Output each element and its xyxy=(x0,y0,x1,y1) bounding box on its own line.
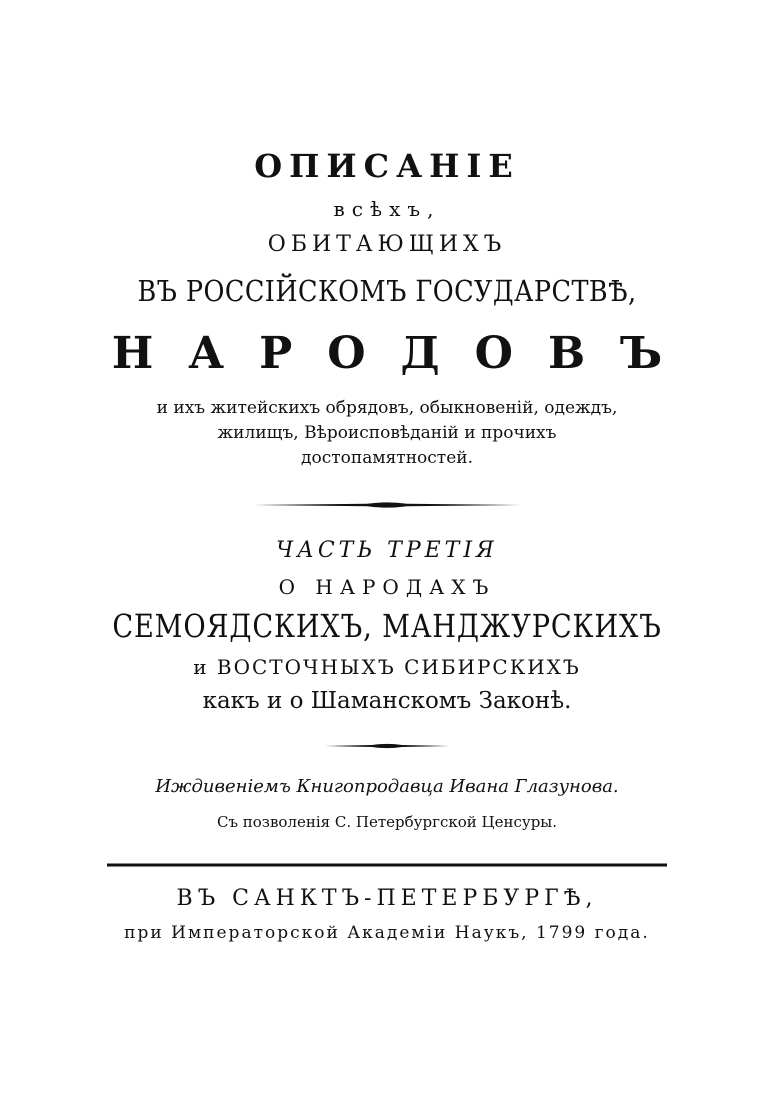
title-line-5: НАРОДОВЪ xyxy=(111,328,698,379)
title-line-4: ВЪ РОССІЙСКОМЪ ГОСУДАРСТВѢ, xyxy=(137,274,637,308)
part-line-4: и ВОСТОЧНЫХЪ СИБИРСКИХЪ xyxy=(193,655,581,679)
subtitle-line-2: жилищъ, Вѣроисповѣданій и прочихъ xyxy=(217,423,557,443)
horizontal-rule xyxy=(107,863,667,867)
censorship-line: Съ позволенія С. Петербургской Ценсуры. xyxy=(216,813,558,831)
ornamental-rule-1 xyxy=(251,500,523,510)
title-line-3: ОБИТАЮЩИХЪ xyxy=(267,232,507,257)
title-line-1: ОПИСАНІЕ xyxy=(254,147,520,185)
imprint-city: ВЪ САНКТЪ-ПЕТЕРБУРГѢ, xyxy=(176,886,598,911)
subtitle-line-1: и ихъ житейскихъ обрядовъ, обыкновеній, одеждъ, xyxy=(156,398,618,418)
part-line-3: СЕМОЯДСКИХЪ, МАНДЖУРСКИХЪ xyxy=(112,607,662,645)
imprint-press: при Императорской Академіи Наукъ, 1799 года. xyxy=(124,923,650,943)
part-line-2: О НАРОДАХЪ xyxy=(278,575,496,599)
ornamental-rule-2 xyxy=(325,742,449,750)
subtitle-line-3: достопамятностей. xyxy=(301,448,473,468)
title-line-2: всѣхъ, xyxy=(333,197,441,221)
publisher-line: Иждивеніемъ Книгопродавца Ивана Глазунова. xyxy=(155,776,619,797)
part-line-1: ЧАСТЬ ТРЕТІЯ xyxy=(276,538,498,563)
part-line-5: какъ и о Шаманскомъ Законѣ. xyxy=(202,688,572,714)
